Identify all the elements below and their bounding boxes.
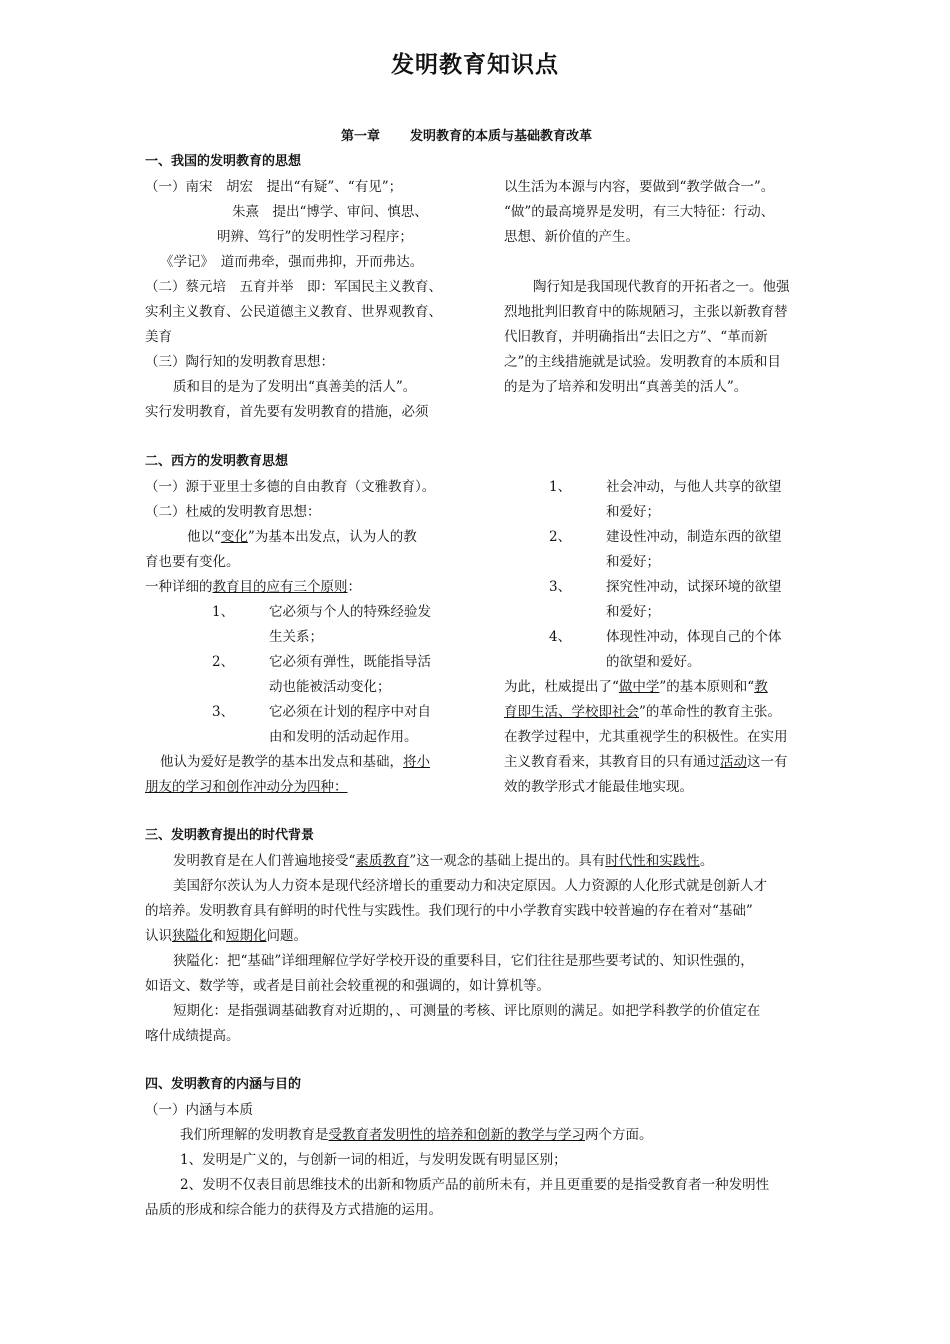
underlined-term: 育即生活、学校即社会: [504, 704, 639, 720]
s2-left-line: 他认为爱好是教学的基本出发点和基础，将小: [160, 754, 430, 770]
s3-paragraph-line: 狭隘化：把“基础”详细理解位学好学校开设的重要科目，它们往往是那些要考试的、知识性强的，: [173, 953, 754, 969]
section-4-heading: 四、发明教育的内涵与目的: [145, 1077, 302, 1092]
underlined-term: 狭隘化: [172, 928, 213, 944]
s2-left-line: [145, 778, 348, 796]
impulse-text: 体现性冲动，体现自己的个体: [606, 629, 782, 645]
s3-paragraph-line: 美国舒尔茨认为人力资本是现代经济增长的重要动力和决定原因。人力资源的人化形式就是创新人才: [173, 878, 767, 894]
underlined-term: 受教育者发明性的培养和创新的教学与学习: [328, 1127, 585, 1143]
principle-text: 它必须在计划的程序中对自: [269, 704, 431, 720]
underlined-term: 时代性和实践性: [605, 853, 700, 869]
s2-right-line: 在教学过程中，尤其重视学生的积极性。在实用: [504, 729, 788, 745]
section-3-heading: 三、发明教育提出的时代背景: [145, 828, 315, 843]
s1-left-line: 实行发明教育，首先要有发明教育的措施，必须: [145, 404, 429, 420]
impulse-text: 建设性冲动，制造东西的欲望: [606, 529, 782, 545]
principle-number: 1、: [212, 604, 235, 620]
s1-right-line: 陶行知是我国现代教育的开拓者之一。他强: [533, 279, 790, 295]
underlined-term: 做中学: [618, 679, 660, 695]
s1-right-line: 的是为了培养和发明出“真善美的活人”。: [504, 379, 748, 395]
s4-paragraph-line: 2、发明不仅表目前思维技术的出新和物质产品的前所未有，并且更重要的是指受教育者一种发明性: [180, 1177, 770, 1193]
s1-left-line: 朱熹 提出“博学、审问、慎思、: [232, 204, 428, 220]
section-2-heading: 二、西方的发明教育思想: [145, 454, 289, 469]
s1-left-line: 美育: [145, 329, 172, 345]
impulse-number: 3、: [549, 579, 572, 595]
underlined-term: 将小: [403, 754, 430, 770]
s1-right-line: 以生活为本源与内容，要做到“教学做合一”。: [504, 179, 775, 195]
principle-number: 3、: [212, 704, 235, 720]
s3-paragraph-line: 短期化：是指强调基础教育对近期的，、可测量的考核、评比原则的满足。如把学科教学的价值定在: [173, 1003, 761, 1019]
s4-paragraph-line: 我们所理解的发明教育是受教育者发明性的培养和创新的教学与学习两个方面。: [180, 1127, 653, 1143]
impulse-text: 和爱好；: [606, 504, 660, 520]
s2-left-line: （一）源于亚里士多德的自由教育（文雅教育）。: [145, 479, 436, 495]
s4-paragraph-line: 品质的形成和综合能力的获得及方式措施的运用。: [145, 1202, 442, 1218]
s1-right-line: 之”的主线措施就是试验。发明教育的本质和目: [504, 354, 781, 370]
s2-left-line: 育也要有变化。: [145, 554, 240, 570]
impulse-number: 2、: [549, 529, 572, 545]
s4-subheading: （一）内涵与本质: [145, 1102, 253, 1118]
s1-left-line: （三）陶行知的发明教育思想：: [145, 354, 334, 370]
section-1-heading: 一、我国的发明教育的思想: [145, 154, 302, 169]
s1-right-line: 思想、新价值的产生。: [504, 229, 639, 245]
s3-paragraph-line: 的培养。发明教育具有鲜明的时代性与实践性。我们现行的中小学教育实践中较普遍的存在着对“基础”: [145, 903, 753, 919]
underlined-term: 教: [754, 679, 768, 695]
s1-left-line: （一）南宋 胡宏 提出“有疑”、“有见”；: [145, 179, 403, 195]
s2-right-line: 效的教学形式才能最佳地实现。: [504, 779, 693, 795]
s2-right-line: 为此，杜威提出了“做中学”的基本原则和“教: [504, 679, 768, 695]
s3-paragraph-line: 发明教育是在人们普遍地接受“素质教育”这一观念的基础上提出的。具有时代性和实践性。: [173, 853, 714, 869]
underlined-term: 短期化: [226, 928, 267, 944]
s1-left-line: （二）蔡元培 五育并举 即：军国民主义教育、: [145, 279, 442, 295]
principle-text: 生关系；: [269, 629, 323, 645]
s2-left-line: （二）杜威的发明教育思想：: [145, 504, 321, 520]
s1-right-line: “做”的最高境界是发明，有三大特征：行动、: [504, 204, 775, 220]
impulse-number: 1、: [549, 479, 572, 495]
s2-right-line: 主义教育看来，其教育目的只有通过活动这一有: [504, 754, 788, 770]
principle-text: 它必须有弹性，既能指导活: [269, 654, 431, 670]
s1-left-line: 明辨、笃行”的发明性学习程序；: [217, 229, 413, 245]
s2-right-line: 育即生活、学校即社会”的革命性的教育主张。: [504, 704, 781, 720]
chapter-label: 第一章: [341, 129, 381, 144]
s1-left-line: 实利主义教育、公民道德主义教育、世界观教育、: [145, 304, 442, 320]
impulse-text: 和爱好；: [606, 604, 660, 620]
s2-left-line: 他以“变化”为基本出发点，认为人的教: [187, 529, 417, 545]
impulse-number: 4、: [549, 629, 572, 645]
impulse-text: 的欲望和爱好。: [606, 654, 701, 670]
underlined-term: 朋友的学习和创作冲动分为四种：: [145, 779, 348, 795]
underlined-term: 变化: [220, 529, 248, 545]
s4-paragraph-line: 1、发明是广义的，与创新一词的相近，与发明发既有明显区别；: [180, 1152, 567, 1168]
principle-text: 动也能被活动变化；: [269, 679, 391, 695]
s3-paragraph-line: 认识狭隘化和短期化问题。: [145, 928, 307, 944]
s1-right-line: 烈地批判旧教育中的陈规陋习，主张以新教育替: [504, 304, 788, 320]
chapter-title: 发明教育的本质与基础教育改革: [410, 129, 593, 144]
impulse-text: 和爱好；: [606, 554, 660, 570]
s1-left-line: 质和目的是为了发明出“真善美的活人”。: [173, 379, 417, 395]
underlined-term: 活动: [720, 754, 747, 770]
s3-paragraph-line: 如语文、数学等，或者是目前社会较重视的和强调的，如计算机等。: [145, 978, 550, 994]
s1-right-line: 代旧教育，并明确指出“去旧之方”、“革而新: [504, 329, 768, 345]
principle-number: 2、: [212, 654, 235, 670]
underlined-term: 教育目的应有三个原则: [212, 579, 348, 595]
s3-paragraph-line: 喀什成绩提高。: [145, 1028, 240, 1044]
principle-text: 它必须与个人的特殊经验发: [269, 604, 431, 620]
s1-left-line: 《学记》 道而弗牵，强而弗抑，开而弗达。: [160, 254, 424, 270]
impulse-text: 探究性冲动，试探环境的欲望: [606, 579, 782, 595]
underlined-term: 素质教育: [355, 853, 410, 869]
principle-text: 由和发明的活动起作用。: [269, 729, 418, 745]
document-title: 发明教育知识点: [391, 52, 559, 78]
impulse-text: 社会冲动，与他人共享的欲望: [606, 479, 782, 495]
s2-left-line: 一种详细的教育目的应有三个原则：: [145, 579, 361, 595]
